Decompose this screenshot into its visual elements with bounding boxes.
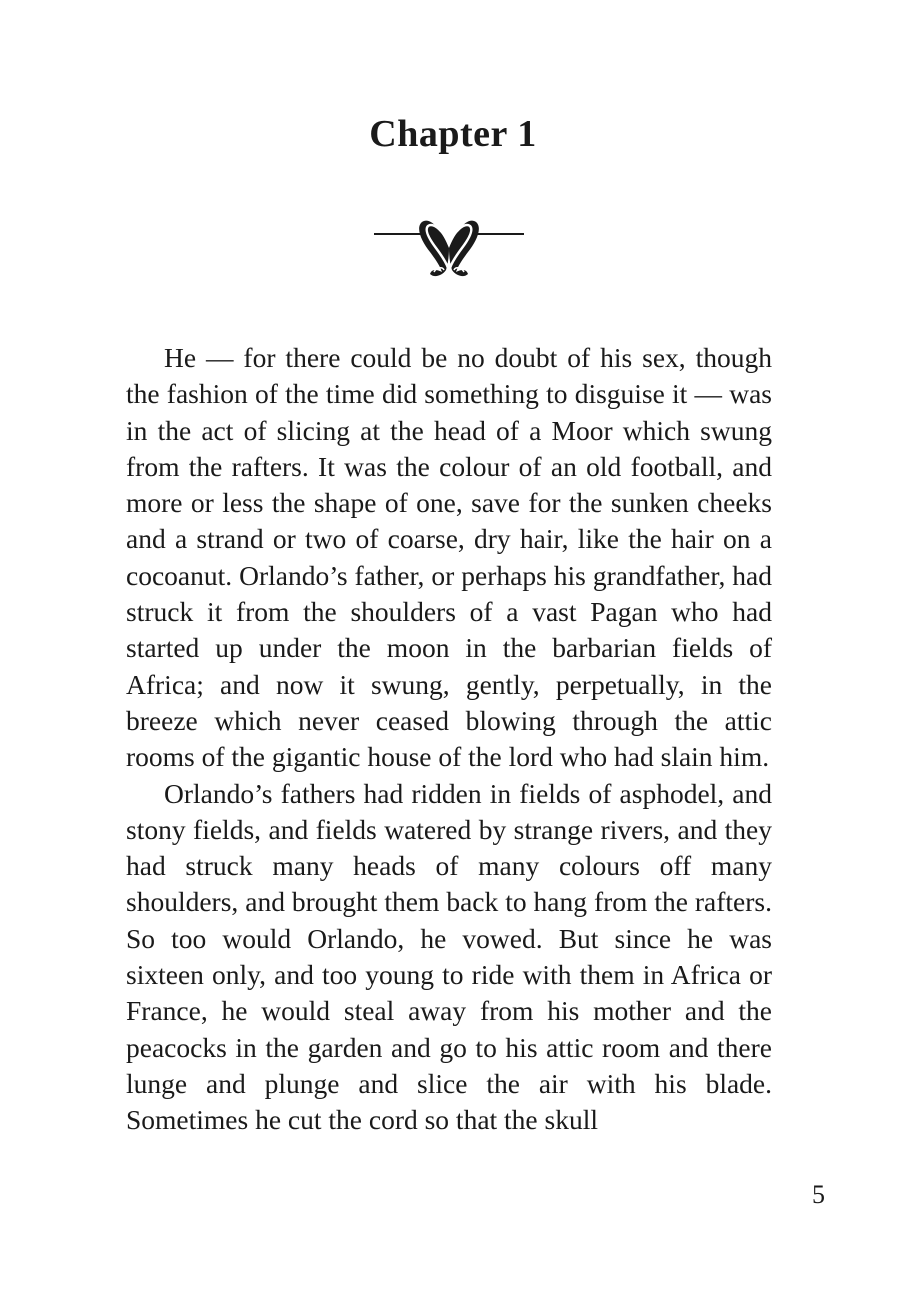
paragraph-2: Orlando’s fathers had ridden in fields of asphodel, and stony fields, and fields watered by strange rivers, and they had struck many heads of many colours off many shoulders, and brought them back to hang from the rafters. So too would Orlando, he vowed. But since he was sixteen only, and too young to ride with them in Africa or France, he would steal away from his mother and the peacocks in the garden and go to his attic room and there lunge and plunge and slice the air with his blade. Sometimes he cut the cord so that the skull (126, 777, 772, 1136)
chapter-body (126, 340, 772, 1139)
paragraph-1: He — for there could be no doubt of his sex, though the fashion of the time did something to disguise it — was in the act of slicing at the head of a Moor which swung from the rafters. It was the colour of an old football, and more or less the shape of one, save for the sunken cheeks and a strand or two of coarse, dry hair, like the hair on a cocoanut. Orlando’s father, or perhaps his grandfather, had struck it from the shoulders of a vast Pagan who had started up under the moon in the barbarian fields of Africa; and now it swung, gently, perpetually, in the breeze which never ceased blowing through the attic rooms of the gigantic house of the lord who had slain him. (126, 342, 772, 773)
page-number: 5 (812, 1180, 825, 1209)
floral-ornament-icon (372, 208, 526, 280)
chapter-title: Chapter 1 (369, 113, 537, 155)
